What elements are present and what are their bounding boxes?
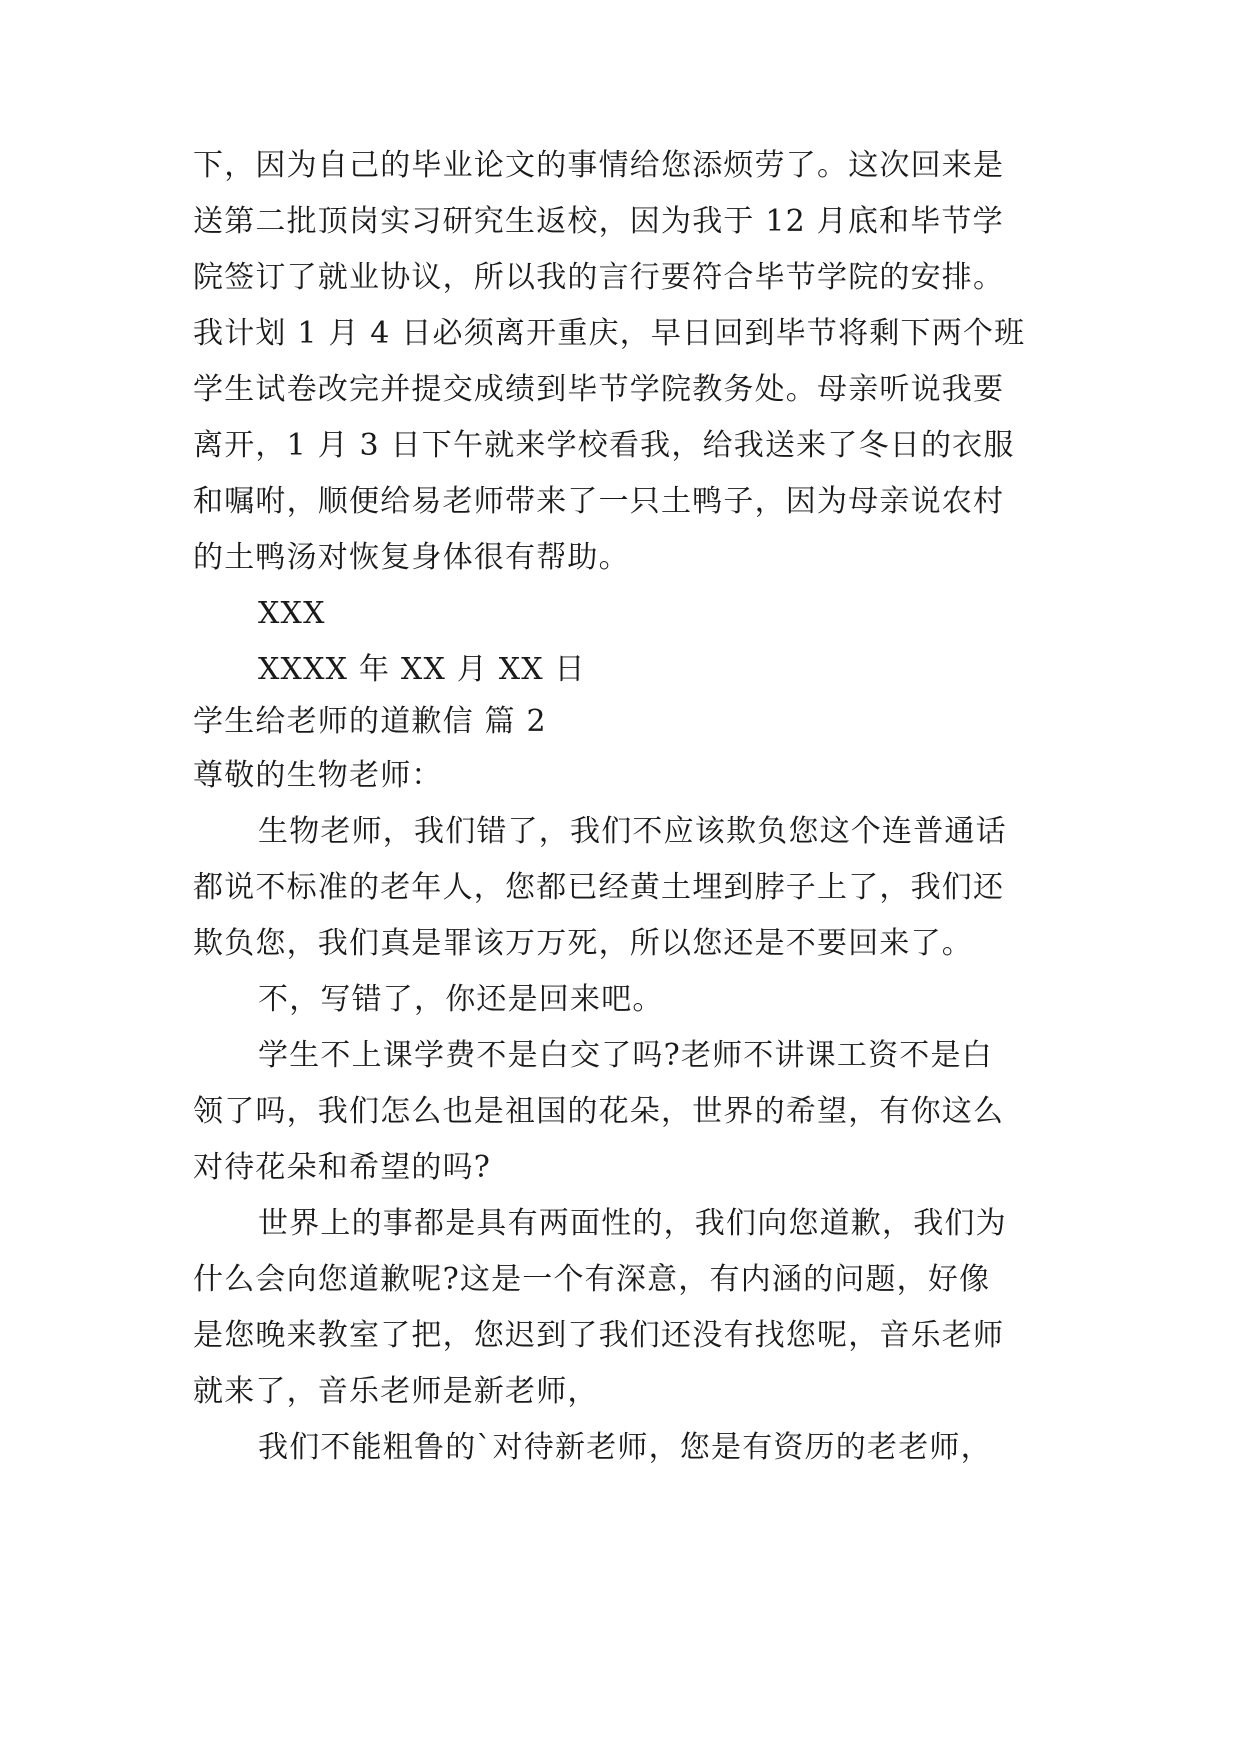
text-line: 领了吗，我们怎么也是祖国的花朵，世界的希望，有你这么 <box>193 1094 1005 1129</box>
text-line: 的土鸭汤对恢复身体很有帮助。 <box>193 540 630 575</box>
text-line: 就来了，音乐老师是新老师， <box>193 1374 599 1409</box>
text-line: 世界上的事都是具有两面性的，我们向您道歉，我们为 <box>258 1206 1007 1241</box>
text-line: 是您晚来教室了把，您迟到了我们还没有找您呢，音乐老师 <box>193 1318 1005 1353</box>
text-line: 生物老师，我们错了，我们不应该欺负您这个连普通话 <box>258 814 1007 849</box>
text-line: 我们不能粗鲁的`对待新老师，您是有资历的老老师， <box>258 1430 992 1465</box>
text-line: 对待花朵和希望的吗? <box>193 1150 492 1185</box>
signature-date: XXXX 年 XX 月 XX 日 <box>258 652 586 687</box>
section-title: 学生给老师的道歉信 篇 2 <box>193 704 547 739</box>
signature-name: XXX <box>258 596 326 631</box>
text-line: 不，写错了，你还是回来吧。 <box>258 982 664 1017</box>
text-line: 欺负您，我们真是罪该万万死，所以您还是不要回来了。 <box>193 926 973 961</box>
text-line: 什么会向您道歉呢?这是一个有深意，有内涵的问题，好像 <box>193 1262 991 1297</box>
text-line: 我计划 1 月 4 日必须离开重庆，早日回到毕节将剩下两个班 <box>193 316 1026 351</box>
salutation: 尊敬的生物老师： <box>193 758 443 793</box>
text-line: 都说不标准的老年人，您都已经黄土埋到脖子上了，我们还 <box>193 870 1005 905</box>
text-line: 下，因为自己的毕业论文的事情给您添烦劳了。这次回来是 <box>193 148 1005 183</box>
text-line: 院签订了就业协议，所以我的言行要符合毕节学院的安排。 <box>193 260 1005 295</box>
text-line: 学生试卷改完并提交成绩到毕节学院教务处。母亲听说我要 <box>193 372 1005 407</box>
text-line: 和嘱咐，顺便给易老师带来了一只土鸭子，因为母亲说农村 <box>193 484 1005 519</box>
text-line: 送第二批顶岗实习研究生返校，因为我于 12 月底和毕节学 <box>193 204 1004 239</box>
text-line: 离开，1 月 3 日下午就来学校看我，给我送来了冬日的衣服 <box>193 428 1015 463</box>
text-line: 学生不上课学费不是白交了吗?老师不讲课工资不是白 <box>258 1038 993 1073</box>
